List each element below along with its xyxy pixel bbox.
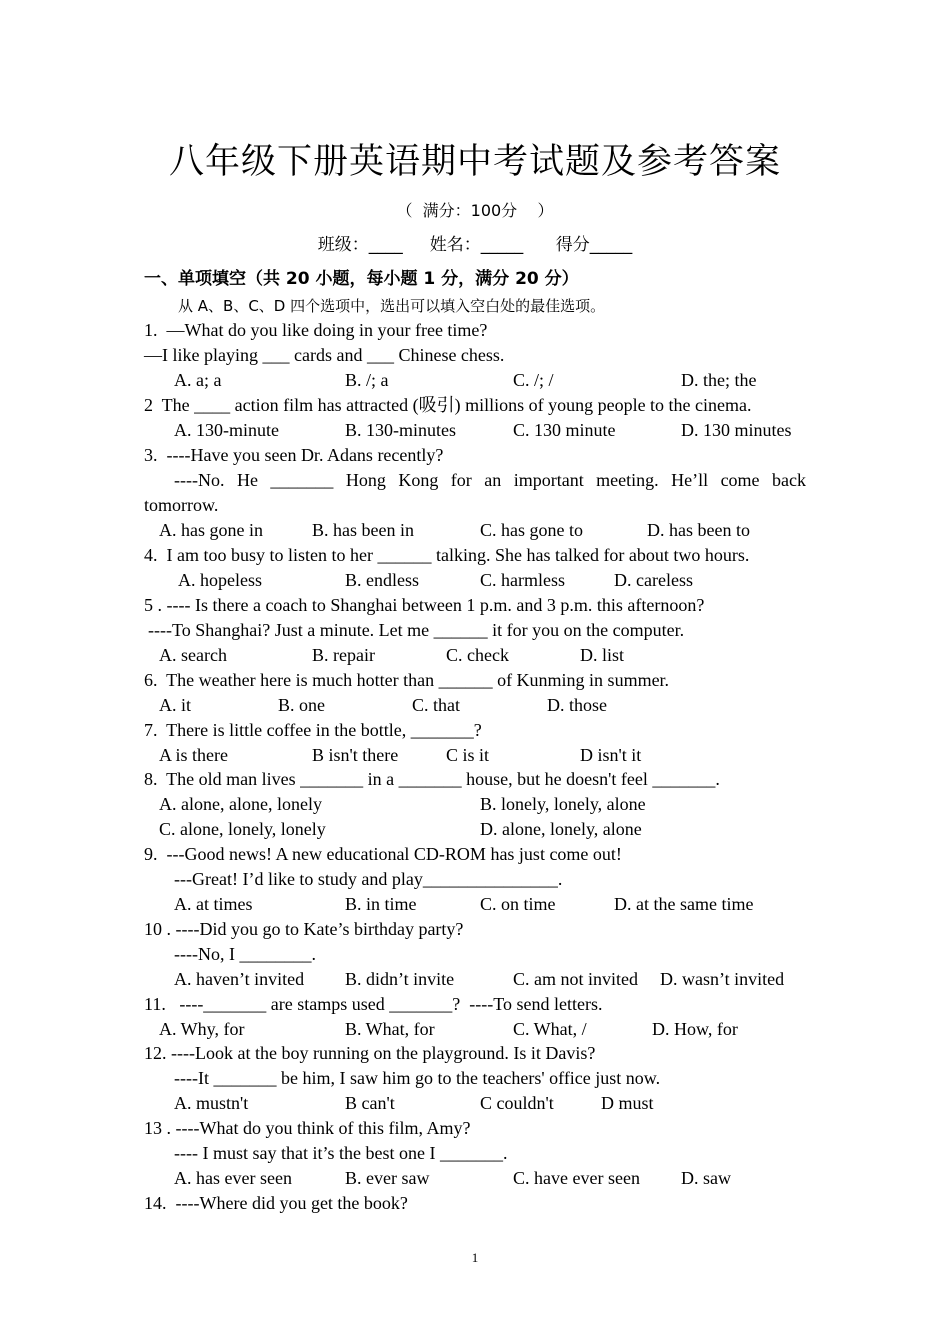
question-9-option-c: C. on time xyxy=(480,894,556,914)
question-7-option-b: B isn't there xyxy=(312,745,399,765)
question-7-option-d: D isn't it xyxy=(580,745,642,765)
question-9-option-b: B. in time xyxy=(345,894,417,914)
full-score-note: （ 满分：100分 ） xyxy=(396,201,554,220)
section-1-heading: 一、单项填空（共 20 小题，每小题 1 分，满分 20 分） xyxy=(144,269,579,289)
question-6-option-b: B. one xyxy=(278,695,325,715)
question-9-option-d: D. at the same time xyxy=(614,894,754,914)
question-6-stem: 6. The weather here is much hotter than ______ of Kunming in summer. xyxy=(144,670,670,690)
question-10-stem: 10 . ----Did you go to Kate’s birthday party? xyxy=(144,919,464,939)
question-10-option-c: C. am not invited xyxy=(513,969,638,989)
question-4-option-b: B. endless xyxy=(345,570,419,590)
question-13-option-c: C. have ever seen xyxy=(513,1168,640,1188)
question-6-option-a: A. it xyxy=(159,695,192,715)
question-11-option-c: C. What, / xyxy=(513,1019,587,1039)
question-13-option-d: D. saw xyxy=(681,1168,731,1188)
question-1-option-c: C. /; / xyxy=(513,370,554,390)
question-9-stem: 9. ---Good news! A new educational CD-ROM has just come out! xyxy=(144,844,622,864)
question-11-stem: 11. ----_______ are stamps used _______? ----To send letters. xyxy=(144,994,603,1014)
question-5-option-b: B. repair xyxy=(312,645,375,665)
question-10-option-d: D. wasn’t invited xyxy=(660,969,785,989)
question-6-option-c: C. that xyxy=(412,695,460,715)
question-8-option-a: A. alone, alone, lonely xyxy=(159,794,322,814)
question-11-option-d: D. How, for xyxy=(652,1019,738,1039)
question-13-line-2: ---- I must say that it’s the best one I _______. xyxy=(174,1143,508,1163)
question-10-option-a: A. haven’t invited xyxy=(174,969,305,989)
question-5-stem: 5 . ---- Is there a coach to Shanghai between 1 p.m. and 3 p.m. this afternoon? xyxy=(144,595,705,615)
exam-title: 八年级下册英语期中考试题及参考答案 xyxy=(168,142,781,182)
question-10-line-2: ----No, I ________. xyxy=(174,944,316,964)
question-7-option-a: A is there xyxy=(159,745,228,765)
question-6-option-d: D. those xyxy=(547,695,607,715)
question-14-stem: 14. ----Where did you get the book? xyxy=(144,1193,408,1213)
question-3-option-b: B. has been in xyxy=(312,520,414,540)
question-2-option-a: A. 130-minute xyxy=(174,420,279,440)
question-1-option-d: D. the; the xyxy=(681,370,757,390)
question-5-option-a: A. search xyxy=(159,645,227,665)
question-11-option-a: A. Why, for xyxy=(159,1019,245,1039)
question-3-line-2: ----No. He _______ Hong Kong for an important meeting. He’ll come back xyxy=(174,470,806,490)
question-12-option-d: D must xyxy=(601,1093,654,1113)
question-4-option-d: D. careless xyxy=(614,570,693,590)
question-12-stem: 12. ----Look at the boy running on the playground. Is it Davis? xyxy=(144,1043,596,1063)
question-3-option-d: D. has been to xyxy=(647,520,750,540)
question-2-option-c: C. 130 minute xyxy=(513,420,616,440)
question-12-option-c: C couldn't xyxy=(480,1093,554,1113)
question-4-stem: 4. I am too busy to listen to her ______ talking. She has talked for about two hours. xyxy=(144,545,750,565)
question-1-option-b: B. /; a xyxy=(345,370,389,390)
question-12-option-a: A. mustn't xyxy=(174,1093,249,1113)
question-5-option-d: D. list xyxy=(580,645,625,665)
question-2-stem: 2 The ____ action film has attracted (吸引) millions of young people to the cinema. xyxy=(144,395,752,415)
question-13-option-b: B. ever saw xyxy=(345,1168,430,1188)
question-11-option-b: B. What, for xyxy=(345,1019,435,1039)
section-1-instruction: 从 A、B、C、D 四个选项中，选出可以填入空白处的最佳选项。 xyxy=(178,297,606,315)
question-2-option-b: B. 130-minutes xyxy=(345,420,456,440)
question-9-line-2: ---Great! I’d like to study and play_______________. xyxy=(174,869,563,889)
question-1-option-a: A. a; a xyxy=(174,370,222,390)
question-3-stem: 3. ----Have you seen Dr. Adans recently? xyxy=(144,445,444,465)
question-4-option-c: C. harmless xyxy=(480,570,565,590)
question-3-option-a: A. has gone in xyxy=(159,520,263,540)
question-5-line-2: ----To Shanghai? Just a minute. Let me ______ it for you on the computer. xyxy=(148,620,685,640)
question-4-option-a: A. hopeless xyxy=(178,570,262,590)
question-3-line-3: tomorrow. xyxy=(144,495,219,515)
question-12-line-2: ----It _______ be him, I saw him go to the teachers' office just now. xyxy=(174,1068,661,1088)
question-8-option-c: C. alone, lonely, lonely xyxy=(159,819,326,839)
question-10-option-b: B. didn’t invite xyxy=(345,969,455,989)
question-7-option-c: C is it xyxy=(446,745,490,765)
question-12-option-b: B can't xyxy=(345,1093,395,1113)
question-8-stem: 8. The old man lives _______ in a _______ house, but he doesn't feel _______. xyxy=(144,769,720,789)
question-8-option-d: D. alone, lonely, alone xyxy=(480,819,642,839)
question-13-stem: 13 . ----What do you think of this film, Amy? xyxy=(144,1118,471,1138)
question-13-option-a: A. has ever seen xyxy=(174,1168,292,1188)
question-7-stem: 7. There is little coffee in the bottle, _______? xyxy=(144,720,482,740)
question-5-option-c: C. check xyxy=(446,645,509,665)
student-info-line: 班级：____ 姓名：_____ 得分_____ xyxy=(317,235,633,255)
question-8-option-b: B. lonely, lonely, alone xyxy=(480,794,646,814)
question-2-option-d: D. 130 minutes xyxy=(681,420,792,440)
question-9-option-a: A. at times xyxy=(174,894,253,914)
question-1-stem: 1. —What do you like doing in your free time? xyxy=(144,320,488,340)
question-3-option-c: C. has gone to xyxy=(480,520,583,540)
question-1-line-2: —I like playing ___ cards and ___ Chinese chess. xyxy=(144,345,505,365)
page-number: 1 xyxy=(471,1250,479,1265)
